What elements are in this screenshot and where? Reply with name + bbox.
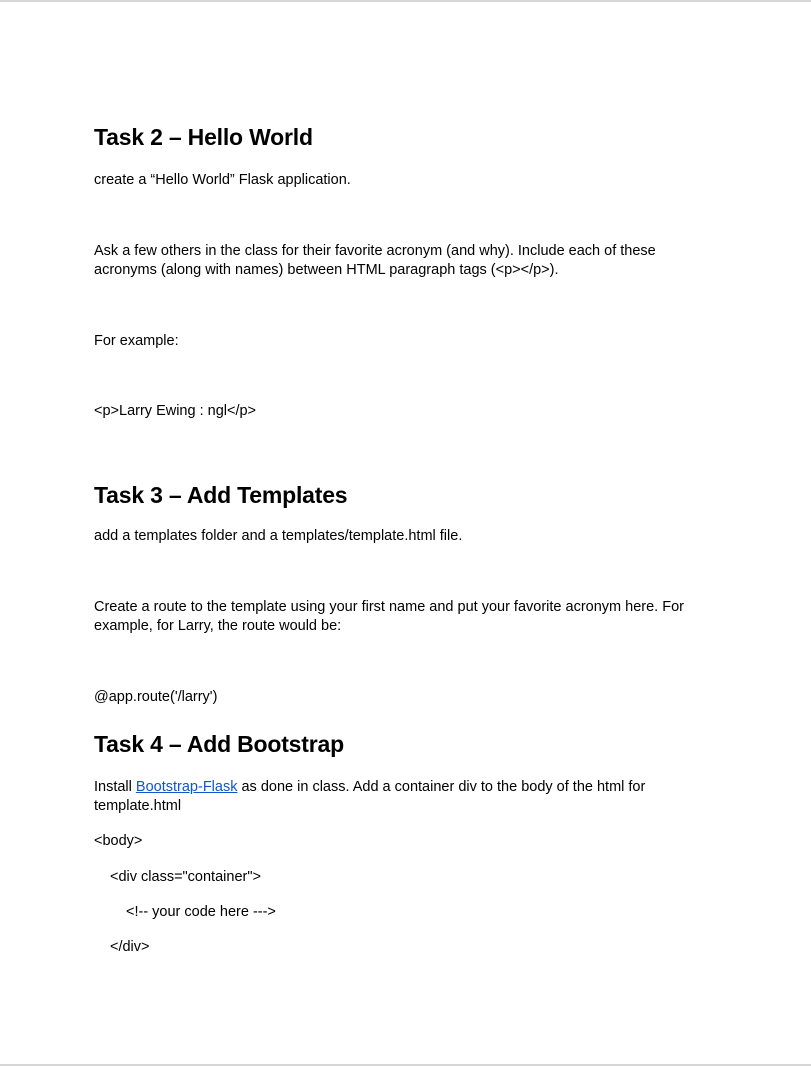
task2-ask-line2: acronyms (along with names) between HTML paragraph tags (<p></p>). — [94, 262, 559, 278]
task2-heading: Task 2 – Hello World — [94, 124, 313, 150]
task4-install-line1 — [94, 778, 645, 797]
task2-ask-line1: Ask a few others in the class for their favorite acronym (and why). Include each of these — [94, 243, 656, 259]
code-body-tag: <body> — [94, 833, 143, 849]
task3-route-line2: example, for Larry, the route would be: — [94, 618, 342, 634]
code-div-close: </div> — [110, 939, 150, 955]
task2-intro: create a “Hello World” Flask application. — [94, 172, 351, 188]
task4-install-suffix: as done in class. Add a container div to the body of the html for — [237, 779, 646, 795]
code-div-open: <div class="container"> — [110, 869, 261, 885]
task4-install-line2: template.html — [94, 798, 182, 814]
task3-heading: Task 3 – Add Templates — [94, 482, 348, 508]
task4-heading: Task 4 – Add Bootstrap — [94, 731, 344, 757]
task2-example-code: <p>Larry Ewing : ngl</p> — [94, 403, 257, 419]
task3-route-line1: Create a route to the template using your first name and put your favorite acronym here. For — [94, 599, 684, 615]
task3-intro: add a templates folder and a templates/template.html file. — [94, 528, 463, 544]
code-comment: <!-- your code here ---> — [126, 904, 276, 920]
task3-route-code: @app.route('/larry') — [94, 689, 218, 705]
bootstrap-flask-link[interactable]: Bootstrap-Flask — [135, 779, 238, 795]
task2-example-label: For example: — [94, 333, 179, 349]
task4-install-prefix: Install — [94, 779, 136, 795]
